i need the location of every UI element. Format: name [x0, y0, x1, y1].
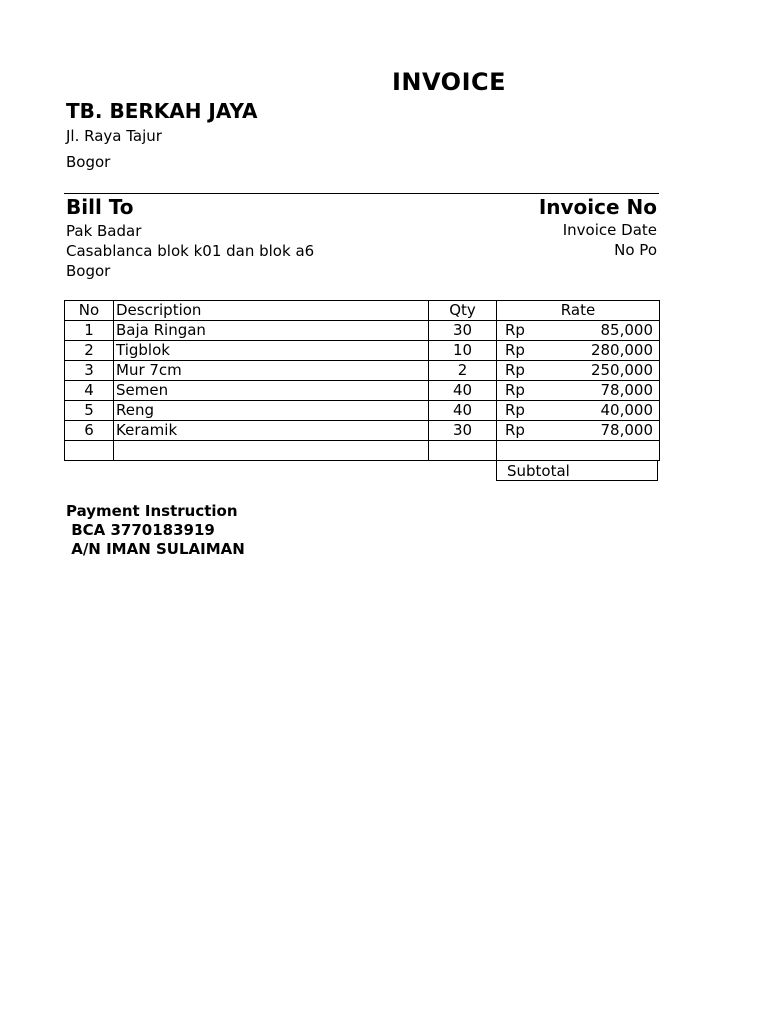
po-number-label: No Po [614, 241, 657, 259]
row-qty: 40 [429, 381, 497, 401]
rate-value: 85,000 [600, 321, 653, 339]
currency-label: Rp [505, 381, 525, 399]
row-rate [497, 381, 660, 401]
row-description: Baja Ringan [114, 321, 429, 341]
header-divider [64, 193, 659, 194]
row-rate [497, 421, 660, 441]
column-header-description: Description [114, 301, 429, 321]
row-description: Keramik [114, 421, 429, 441]
bill-to-name: Pak Badar [66, 222, 142, 240]
table-row [65, 321, 660, 341]
row-qty: 30 [429, 321, 497, 341]
row-description [114, 441, 429, 461]
table-row [65, 341, 660, 361]
row-description: Tigblok [114, 341, 429, 361]
rate-value: 40,000 [600, 401, 653, 419]
invoice-title: INVOICE [392, 68, 507, 96]
table-row [65, 381, 660, 401]
row-rate [497, 361, 660, 381]
row-no: 4 [65, 381, 114, 401]
row-no [65, 441, 114, 461]
table-row [65, 361, 660, 381]
table-row [65, 401, 660, 421]
column-header-no: No [65, 301, 114, 321]
row-rate [497, 321, 660, 341]
rate-value: 280,000 [590, 341, 653, 359]
rate-value: 250,000 [590, 361, 653, 379]
bill-to-label: Bill To [66, 195, 134, 219]
subtotal-cell: Subtotal [496, 461, 658, 481]
row-no: 3 [65, 361, 114, 381]
row-qty: 2 [429, 361, 497, 381]
table-header-row [65, 301, 660, 321]
currency-label: Rp [505, 321, 525, 339]
currency-label: Rp [505, 341, 525, 359]
row-description: Semen [114, 381, 429, 401]
rate-value: 78,000 [600, 381, 653, 399]
row-qty [429, 441, 497, 461]
currency-label: Rp [505, 361, 525, 379]
payment-bank-account: BCA 3770183919 [66, 521, 215, 539]
column-header-qty: Qty [429, 301, 497, 321]
row-rate [497, 401, 660, 421]
row-no: 5 [65, 401, 114, 421]
invoice-date-label: Invoice Date [562, 221, 657, 239]
row-no: 1 [65, 321, 114, 341]
company-name: TB. BERKAH JAYA [66, 99, 258, 123]
row-description: Mur 7cm [114, 361, 429, 381]
payment-account-name: A/N IMAN SULAIMAN [66, 540, 245, 558]
bill-to-city: Bogor [66, 262, 111, 280]
row-qty: 10 [429, 341, 497, 361]
company-address-line1: Jl. Raya Tajur [66, 127, 162, 145]
bill-to-address: Casablanca blok k01 dan blok a6 [66, 242, 315, 260]
invoice-no-label: Invoice No [538, 195, 657, 219]
company-address-line2: Bogor [66, 153, 111, 171]
row-qty: 40 [429, 401, 497, 421]
currency-label: Rp [505, 401, 525, 419]
row-no: 6 [65, 421, 114, 441]
payment-instruction-title: Payment Instruction [66, 502, 238, 520]
table-row-empty [65, 441, 660, 461]
items-table [64, 300, 660, 461]
column-header-rate: Rate [497, 301, 660, 321]
row-rate [497, 341, 660, 361]
currency-label: Rp [505, 421, 525, 439]
row-description: Reng [114, 401, 429, 421]
row-no: 2 [65, 341, 114, 361]
table-row [65, 421, 660, 441]
rate-value: 78,000 [600, 421, 653, 439]
row-qty: 30 [429, 421, 497, 441]
row-rate [497, 441, 660, 461]
